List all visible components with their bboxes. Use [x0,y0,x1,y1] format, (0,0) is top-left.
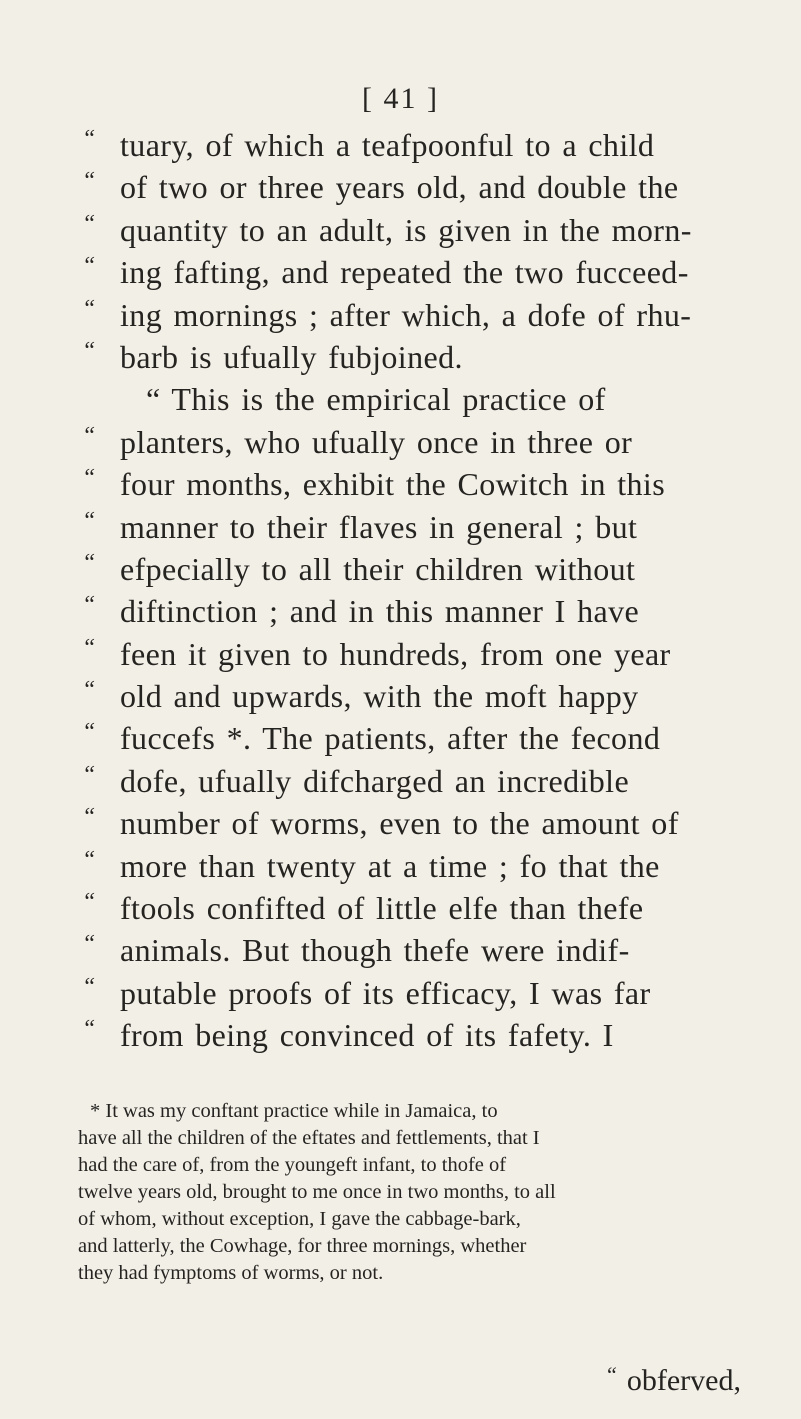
quote-mark: “ [82,931,96,958]
quote-mark: “ [82,973,96,1000]
text-line [82,929,782,971]
quote-mark: “ [82,889,96,916]
footnote-line: twelve years old, brought to me once in two months, to all [78,1181,556,1203]
text-line [82,251,782,293]
line-text: animals. But though thefe were indif- [120,932,630,969]
line-text: planters, who ufually once in three or [120,423,633,460]
line-text: ftools confifted of little elfe than thefe [120,890,644,927]
quote-mark: “ [82,253,96,280]
text-line [82,294,782,336]
text-line [82,506,782,548]
text-line [82,209,782,251]
footnote-line: they had fymptoms of worms, or not. [78,1262,384,1284]
text-line [82,166,782,208]
catchword-text: obferved, [626,1364,741,1397]
paragraph-start-line [82,378,782,420]
quote-mark: “ [82,126,96,152]
text-line [82,1014,782,1056]
line-text: ing mornings ; after which, a dofe of rhu- [120,296,692,333]
page-number-header: [ 41 ] [362,82,439,115]
quote-mark: “ [82,422,96,449]
quote-mark: “ [604,1362,618,1387]
line-text: fuccefs *. The patients, after the fecond [120,720,661,757]
line-text: more than twenty at a time ; fo that the [120,847,660,884]
text-line [82,675,782,717]
line-text: quantity to an adult, is given in the morn- [120,211,692,248]
line-text: putable proofs of its efficacy, I was far [120,974,651,1011]
quote-mark: “ [82,465,96,492]
text-line [82,845,782,887]
line-text: number of worms, even to the amount of [120,805,679,842]
text-line [82,760,782,802]
text-line [82,802,782,844]
text-line [82,421,782,463]
line-text: “ This is the empirical practice of [146,381,606,418]
line-text: feen it given to hundreds, from one year [120,635,671,672]
line-text: ing fafting, and repeated the two fucceed- [120,254,689,291]
line-text: barb is ufually fubjoined. [120,338,463,375]
text-line [82,590,782,632]
footnote-line: have all the children of the eftates and fettlements, that I [78,1127,540,1149]
quote-mark: “ [82,295,96,322]
quote-mark: “ [82,168,96,195]
line-text: diftinction ; and in this manner I have [120,593,640,630]
footnote-line: * It was my conftant practice while in Jamaica, to [90,1100,498,1122]
line-text: of two or three years old, and double the [120,169,679,206]
quote-mark: “ [82,507,96,534]
line-text: tuary, of which a teafpoonful to a child [120,127,655,163]
footnote [78,1098,758,1287]
text-line [82,463,782,505]
quote-mark: “ [82,549,96,576]
text-line [82,887,782,929]
text-line [82,336,782,378]
text-line [82,972,782,1014]
text-line [82,548,782,590]
text-line [82,124,782,166]
quote-mark: “ [82,677,96,704]
quote-mark: “ [82,804,96,831]
line-text: manner to their flaves in general ; but [120,508,638,545]
footnote-line: of whom, without exception, I gave the cabbage-bark, [78,1208,521,1230]
main-text-block [82,124,782,1057]
line-text: four months, exhibit the Cowitch in this [120,466,666,503]
line-text: old and upwards, with the moft happy [120,678,639,715]
footnote-line: had the care of, from the youngeft infant, to thofe of [78,1154,507,1176]
quote-mark: “ [82,761,96,788]
line-text: from being convinced of its fafety. I [120,1017,614,1054]
text-line [82,633,782,675]
quote-mark: “ [82,846,96,873]
quote-mark: “ [82,1016,96,1043]
quote-mark: “ [82,634,96,661]
quote-mark: “ [82,592,96,619]
text-line [82,717,782,759]
quote-mark: “ [82,337,96,364]
quote-mark: “ [82,210,96,237]
quote-mark: “ [82,719,96,746]
line-text: efpecially to all their children without [120,550,636,587]
line-text: dofe, ufually difcharged an incredible [120,762,630,799]
footnote-line: and latterly, the Cowhage, for three mornings, whether [78,1235,527,1257]
catchword [605,1364,741,1398]
